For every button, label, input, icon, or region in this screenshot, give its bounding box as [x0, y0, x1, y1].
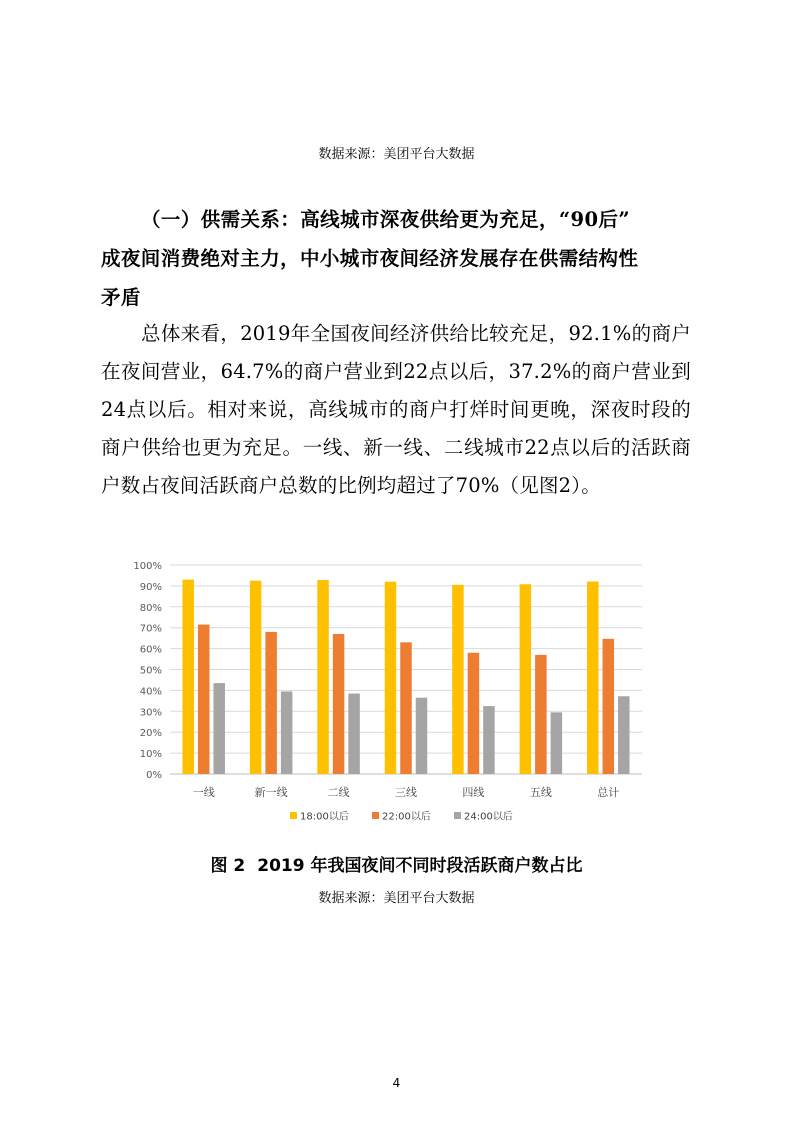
bar-24:00以后-总计: [618, 696, 630, 774]
section-heading: [101, 200, 691, 317]
heading-line-2: 成夜间消费绝对主力，中小城市夜间经济发展存在供需结构性: [101, 247, 639, 270]
bar-22:00以后-总计: [603, 639, 615, 774]
bar-22:00以后-二线: [333, 634, 345, 774]
legend-label: 18:00以后: [300, 811, 349, 823]
chart-x-axis: [193, 785, 620, 799]
y-tick-label: 20%: [139, 728, 162, 740]
x-tick-label: 五线: [529, 786, 552, 799]
bar-22:00以后-一线: [198, 625, 210, 774]
y-tick-label: 100%: [133, 561, 162, 572]
bar-24:00以后-四线: [483, 706, 495, 774]
bar-24:00以后-三线: [416, 698, 428, 774]
bar-22:00以后-三线: [400, 642, 412, 774]
bar-24:00以后-二线: [348, 694, 360, 774]
heading-line-1: （一）供需关系：高线城市深夜供给更为充足，“90后”: [141, 208, 630, 231]
figure-title: 2019 年我国夜间不同时段活跃商户数占比: [257, 856, 583, 876]
chart-bars: [182, 580, 629, 774]
body-paragraph: 总体来看，2019年全国夜间经济供给比较充足，92.1%的商户在夜间营业，64.7%的商户营业到22点以后，37.2%的商户营业到24点以后。相对来说，高线城市的商户打烊时间更晚，深夜时段的商户供给也更为充足。一线、新一线、二线城市22点以后的活跃商户数占夜间活跃商户总数的比例均超过了70%（见图2）。: [101, 322, 691, 497]
y-tick-label: 50%: [139, 665, 162, 677]
x-tick-label: 四线: [462, 786, 485, 799]
legend-swatch: [290, 812, 297, 819]
y-tick-label: 10%: [139, 749, 162, 761]
y-tick-label: 0%: [146, 770, 162, 781]
body-text: [101, 315, 691, 505]
y-tick-label: 30%: [139, 707, 162, 719]
bar-18:00以后-四线: [452, 585, 464, 774]
page-number: 4: [392, 1076, 401, 1090]
figure-label: 图 2: [210, 856, 246, 876]
source-note-top: 数据来源：美团平台大数据: [318, 147, 475, 162]
x-tick-label: 三线: [395, 786, 417, 799]
x-tick-label: 新一线: [254, 786, 288, 799]
legend-label: 24:00以后: [464, 811, 513, 823]
legend-swatch: [454, 812, 461, 819]
bar-18:00以后-二线: [317, 580, 329, 774]
bar-18:00以后-一线: [182, 580, 194, 774]
bar-24:00以后-一线: [213, 683, 225, 774]
chart-legend: [290, 810, 513, 823]
figure-caption: [0, 851, 793, 876]
bar-22:00以后-新一线: [265, 632, 277, 774]
chart-y-axis: [133, 561, 162, 781]
y-tick-label: 60%: [139, 644, 162, 656]
y-tick-label: 90%: [139, 581, 162, 593]
x-tick-label: 二线: [327, 786, 350, 799]
y-tick-label: 70%: [139, 623, 162, 635]
bar-24:00以后-五线: [551, 712, 563, 774]
bar-18:00以后-总计: [587, 582, 599, 774]
x-tick-label: 一线: [192, 786, 215, 799]
bar-18:00以后-新一线: [250, 581, 262, 774]
legend-swatch: [372, 812, 379, 819]
heading-line-3: 矛盾: [101, 286, 141, 309]
bar-chart: [120, 552, 660, 834]
y-tick-label: 40%: [139, 686, 162, 698]
bar-24:00以后-新一线: [281, 691, 293, 774]
y-tick-label: 80%: [139, 602, 162, 614]
bar-18:00以后-五线: [520, 584, 532, 774]
source-note-bottom: 数据来源：美团平台大数据: [318, 891, 475, 906]
bar-22:00以后-四线: [468, 653, 480, 774]
x-tick-label: 总计: [597, 786, 620, 799]
bar-18:00以后-三线: [385, 582, 397, 774]
legend-label: 22:00以后: [382, 811, 431, 823]
bar-22:00以后-五线: [535, 655, 547, 774]
